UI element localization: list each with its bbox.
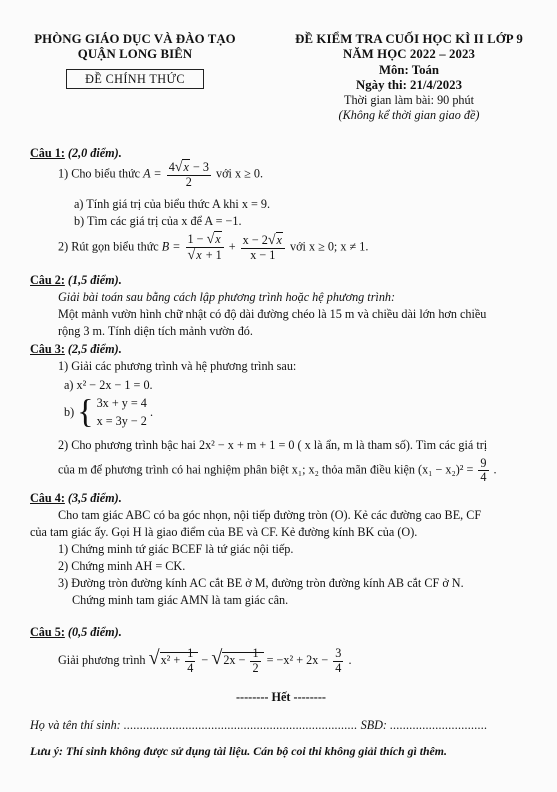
q5-title: Câu 5: [30,625,65,639]
q3-part2-line1: 2) Cho phương trình bậc hai 2x² − x + m + 1 = 0 ( x là ẩn, m là tham số). Tìm các giá trị [58,438,488,452]
q3-item-a: a) x² − 2x − 1 = 0. [64,378,153,392]
q3-heading [30,342,122,357]
q4-sub3-line2: Chứng minh tam giác AMN là tam giác cân. [72,593,289,607]
q1-expr-b-lhs: B = [161,239,181,254]
q4-heading [30,491,122,506]
q4-text-line2: của tam giác ấy. Gọi H là giao điểm của BE và CF. Kẻ đường kính BK của (O). [30,525,418,539]
q5-equation: Giải phương trình √x² + $\frac{1}{4}$ − √2x − $\frac{1}{2}$ = −x² + 2x − $\frac{3}{4}$ . [58,646,352,675]
q3-item-b: b) { 3x + y = 4 x = 3y − 2 . [64,393,153,431]
q2-title: Câu 2: [30,273,65,287]
q4-sub3-line1: 3) Đường tròn đường kính AC cắt BE ở M, đường tròn đường kính AB cắt CF ở N. [58,576,464,590]
q1-expr-lhs: A = [143,166,162,181]
q1-fraction-a: $\frac{4√x - 3}{2}$ [168,160,209,190]
candidate-name-label: Họ và tên thí sinh: [30,718,121,732]
end-marker: -------- Hết -------- [236,690,326,704]
q1-item-a: a) Tính giá trị của biểu thức A khi x = 9. [74,197,271,211]
q2-heading [30,273,122,288]
q4-points: (3,5 điểm). [67,491,122,505]
q5-root2: 2x − $\frac{1}{2}$ [222,652,263,667]
department-name: PHÒNG GIÁO DỤC VÀ ĐÀO TẠO [34,32,236,46]
q2-points: (1,5 điểm). [67,273,122,287]
q3-part2-line2: của m để phương trình có hai nghiệm phân biệt x₁; x₂ thỏa mãn điều kiện (x₁ − x₂)² = $\frac{9}{4}$ . [58,456,497,485]
q5-root1: x² + $\frac{1}{4}$ [160,652,199,667]
q1-part1 [58,160,263,190]
q1-part1-condition: với x ≥ 0. [216,166,263,181]
duration-note: (Không kể thời gian giao đề) [338,108,480,123]
duration: Thời gian làm bài: 90 phút [344,93,474,108]
exam-title: ĐỀ KIỂM TRA CUỐI HỌC KÌ II LỚP 9 [295,32,523,46]
candidate-info-line [30,718,487,733]
header-right [278,32,540,123]
candidate-name-field[interactable]: ........................................................................ [123,718,358,732]
q3-part1: 1) Giải các phương trình và hệ phương trình sau: [58,359,297,373]
q4-sub2: 2) Chứng minh AH = CK. [58,559,186,573]
q5-heading [30,625,122,640]
q2-instruction: Giải bài toán sau bằng cách lập phương trình hoặc hệ phương trình: [58,290,396,304]
subject: Môn: Toán [378,62,440,77]
q1-fraction-b2: $\frac{x - 2√x}{x - 1}$ [241,233,285,263]
q1-part2-prefix: 2) Rút gọn biểu thức [58,239,159,254]
q1-part2-condition: với x ≥ 0; x ≠ 1. [289,239,369,254]
q1-fraction-b1: $\frac{1 - √x}{√x + 1}$ [187,232,222,264]
equation-system: 3x + y = 4 x = 3y − 2 [96,396,147,429]
q1-points: (2,0 điểm). [67,146,122,160]
q4-title: Câu 4: [30,491,65,505]
header-left [24,32,246,89]
q5-fraction-rhs: $\frac{3}{4}$ [335,646,342,675]
q1-part2: 2) Rút gọn biểu thức B = $\frac{1 - √x}{√x + 1}$ + $\frac{x - 2√x}{x - 1}$ với x ≥ 0; x ≠ 1. [58,232,369,264]
q1-part1-prefix: 1) Cho biểu thức [58,166,141,181]
q3-points: (2,5 điểm). [67,342,122,356]
q3-fraction: $\frac{9}{4}$ [480,456,487,485]
official-stamp-box: ĐỀ CHÍNH THỨC [66,69,204,90]
q1-heading [30,146,122,161]
q4-text-line1: Cho tam giác ABC có ba góc nhọn, nội tiếp đường tròn (O). Kẻ các đường cao BE, CF [58,508,482,522]
q4-sub1: 1) Chứng minh tứ giác BCEF là tứ giác nội tiếp. [58,542,294,556]
q1-item-b: b) Tìm các giá trị của x để A = −1. [74,214,242,228]
q2-text-line1: Một mảnh vườn hình chữ nhật có độ dài đường chéo là 15 m và chiều dài lớn hơn chiều [58,307,487,321]
sbd-field[interactable]: .............................. [390,718,488,732]
school-year: NĂM HỌC 2022 – 2023 [343,47,475,62]
exam-date: Ngày thi: 21/4/2023 [356,78,462,93]
q1-title: Câu 1: [30,146,65,160]
q3-title: Câu 3: [30,342,65,356]
system-brace: { [77,393,94,431]
q2-text-line2: rộng 3 m. Tính diện tích mảnh vườn đó. [58,324,253,338]
q5-points: (0,5 điểm). [67,625,122,639]
sbd-label: SBD: [360,718,387,732]
footer-note: Lưu ý: Thí sinh không được sử dụng tài liệu. Cán bộ coi thi không giải thích gì thêm. [30,744,447,758]
district-name: QUẬN LONG BIÊN [77,47,193,62]
